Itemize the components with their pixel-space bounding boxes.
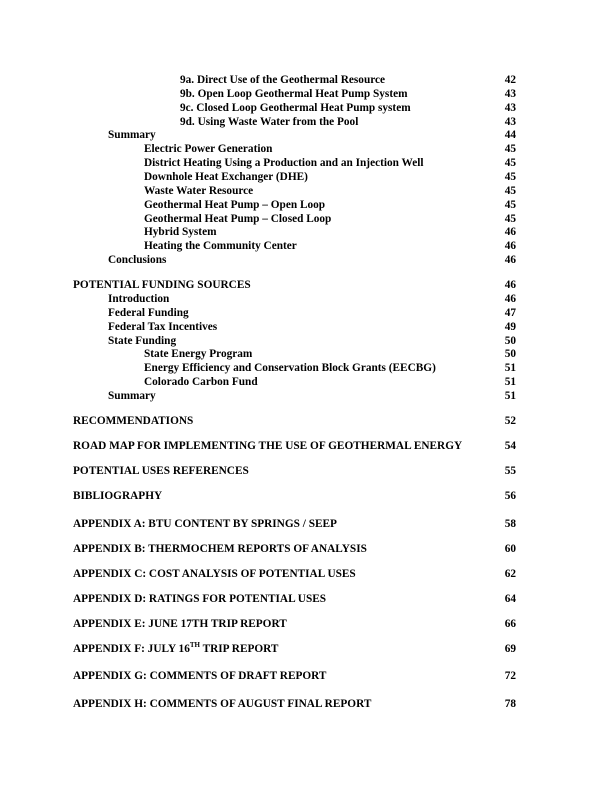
toc-entry[interactable] — [0, 184, 612, 198]
toc-section[interactable] — [0, 278, 612, 292]
toc-entry-label: Heating the Community Center — [144, 240, 297, 252]
toc-entry-label: 9d. Using Waste Water from the Pool — [180, 116, 359, 128]
toc-section[interactable] — [0, 542, 612, 556]
toc-entry-page: 45 — [504, 157, 516, 169]
toc-entry[interactable] — [0, 170, 612, 184]
toc-entry-label: State Funding — [108, 335, 177, 347]
toc-section-page: 55 — [504, 465, 516, 477]
toc-entry-page: 43 — [504, 88, 516, 100]
toc-section[interactable] — [0, 464, 612, 478]
toc-entry-page: 51 — [504, 390, 516, 402]
toc-entry[interactable] — [0, 253, 612, 267]
toc-entry[interactable] — [0, 156, 612, 170]
toc-entry-label: Colorado Carbon Fund — [144, 376, 258, 388]
toc-entry[interactable] — [0, 212, 612, 226]
toc-entry-label: Hybrid System — [144, 226, 217, 238]
toc-section-page: 64 — [504, 593, 516, 605]
toc-entry-page: 45 — [504, 143, 516, 155]
toc-section-label: APPENDIX G: COMMENTS OF DRAFT REPORT — [73, 670, 327, 682]
toc-entry-page: 46 — [504, 293, 516, 305]
toc-entry-page: 51 — [504, 362, 516, 374]
toc-section-page: 52 — [504, 415, 516, 427]
toc-section-page: 69 — [504, 643, 516, 655]
toc-entry[interactable] — [0, 334, 612, 348]
toc-section[interactable] — [0, 592, 612, 606]
toc-entry[interactable] — [0, 73, 612, 87]
toc-entry-page: 44 — [504, 129, 516, 141]
toc-section-label: APPENDIX A: BTU CONTENT BY SPRINGS / SEEP — [73, 518, 337, 530]
toc-section-page: 58 — [504, 518, 516, 530]
toc-entry-page: 50 — [504, 335, 516, 347]
toc-section[interactable] — [0, 414, 612, 428]
toc-section-page: 78 — [504, 698, 516, 710]
toc-entry-label: Energy Efficiency and Conservation Block Grants (EECBG) — [144, 362, 436, 374]
toc-entry-label: Electric Power Generation — [144, 143, 273, 155]
toc-entry-page: 45 — [504, 199, 516, 211]
toc-section-page: 54 — [504, 440, 516, 452]
toc-entry[interactable] — [0, 306, 612, 320]
toc-entry-label: 9b. Open Loop Geothermal Heat Pump System — [180, 88, 408, 100]
toc-section-label: ROAD MAP FOR IMPLEMENTING THE USE OF GEOTHERMAL ENERGY — [73, 440, 463, 452]
toc-section-label — [73, 642, 278, 656]
toc-entry[interactable] — [0, 128, 612, 142]
toc-section[interactable] — [0, 642, 612, 656]
toc-entry-page: 49 — [504, 321, 516, 333]
toc-section[interactable] — [0, 669, 612, 683]
toc-entry-label: Summary — [108, 390, 156, 402]
toc-section-page: 62 — [504, 568, 516, 580]
toc-section-label-text: TRIP REPORT — [199, 643, 279, 655]
toc-entry[interactable] — [0, 347, 612, 361]
toc-entry-page: 50 — [504, 348, 516, 360]
toc-section-label: APPENDIX H: COMMENTS OF AUGUST FINAL REPORT — [73, 698, 372, 710]
toc-section-page: 56 — [504, 490, 516, 502]
toc-section-page: 46 — [504, 279, 516, 291]
toc-section-label: RECOMMENDATIONS — [73, 415, 194, 427]
toc-entry-page: 45 — [504, 213, 516, 225]
toc-section[interactable] — [0, 567, 612, 581]
toc-entry[interactable] — [0, 389, 612, 403]
toc-entry-label: Geothermal Heat Pump – Open Loop — [144, 199, 326, 211]
toc-entry-page: 42 — [504, 74, 516, 86]
toc-section-label-text: APPENDIX F: JULY 16 — [73, 643, 190, 655]
toc-section-page: 66 — [504, 618, 516, 630]
toc-entry-label: Geothermal Heat Pump – Closed Loop — [144, 213, 332, 225]
toc-section-page: 60 — [504, 543, 516, 555]
toc-entry[interactable] — [0, 198, 612, 212]
toc-entry-page: 51 — [504, 376, 516, 388]
toc-section-label: BIBLIOGRAPHY — [73, 490, 163, 502]
toc-entry[interactable] — [0, 320, 612, 334]
toc-entry[interactable] — [0, 87, 612, 101]
toc-entry[interactable] — [0, 292, 612, 306]
toc-entry-label: Downhole Heat Exchanger (DHE) — [144, 171, 308, 183]
toc-section-label: APPENDIX B: THERMOCHEM REPORTS OF ANALYSIS — [73, 543, 367, 555]
toc-section[interactable] — [0, 439, 612, 453]
toc-section[interactable] — [0, 617, 612, 631]
toc-section-label: POTENTIAL USES REFERENCES — [73, 465, 249, 477]
toc-entry-page: 45 — [504, 185, 516, 197]
toc-entry-page: 47 — [504, 307, 516, 319]
toc-entry-page: 46 — [504, 254, 516, 266]
toc-section-label: POTENTIAL FUNDING SOURCES — [73, 279, 251, 291]
toc-section[interactable] — [0, 517, 612, 531]
ordinal-superscript: TH — [189, 641, 200, 649]
toc-entry-page: 43 — [504, 116, 516, 128]
toc-entry-label: Summary — [108, 129, 156, 141]
toc-entry-label: State Energy Program — [144, 348, 253, 360]
toc-entry-page: 46 — [504, 240, 516, 252]
toc-entry[interactable] — [0, 101, 612, 115]
toc-entry[interactable] — [0, 375, 612, 389]
toc-entry[interactable] — [0, 361, 612, 375]
toc-entry-page: 43 — [504, 102, 516, 114]
toc-entry-label: Waste Water Resource — [144, 185, 254, 197]
toc-entry-label: 9c. Closed Loop Geothermal Heat Pump system — [180, 102, 411, 114]
toc-entry-label: 9a. Direct Use of the Geothermal Resource — [180, 74, 386, 86]
toc-entry-label: Federal Tax Incentives — [108, 321, 218, 333]
toc-entry-label: Introduction — [108, 293, 170, 305]
toc-entry[interactable] — [0, 225, 612, 239]
toc-section-label: APPENDIX E: JUNE 17TH TRIP REPORT — [73, 618, 287, 630]
toc-entry[interactable] — [0, 142, 612, 156]
toc-entry-label: Federal Funding — [108, 307, 189, 319]
toc-entry-page: 46 — [504, 226, 516, 238]
toc-entry-page: 45 — [504, 171, 516, 183]
toc-section[interactable] — [0, 697, 612, 711]
toc-entry-label: District Heating Using a Production and an Injection Well — [144, 157, 424, 169]
toc-section-label: APPENDIX D: RATINGS FOR POTENTIAL USES — [73, 593, 327, 605]
toc-entry-label: Conclusions — [108, 254, 167, 266]
toc-section[interactable] — [0, 489, 612, 503]
toc-section-label: APPENDIX C: COST ANALYSIS OF POTENTIAL USES — [73, 568, 356, 580]
toc-entry[interactable] — [0, 239, 612, 253]
toc-section-page: 72 — [504, 670, 516, 682]
toc-entry[interactable] — [0, 115, 612, 129]
